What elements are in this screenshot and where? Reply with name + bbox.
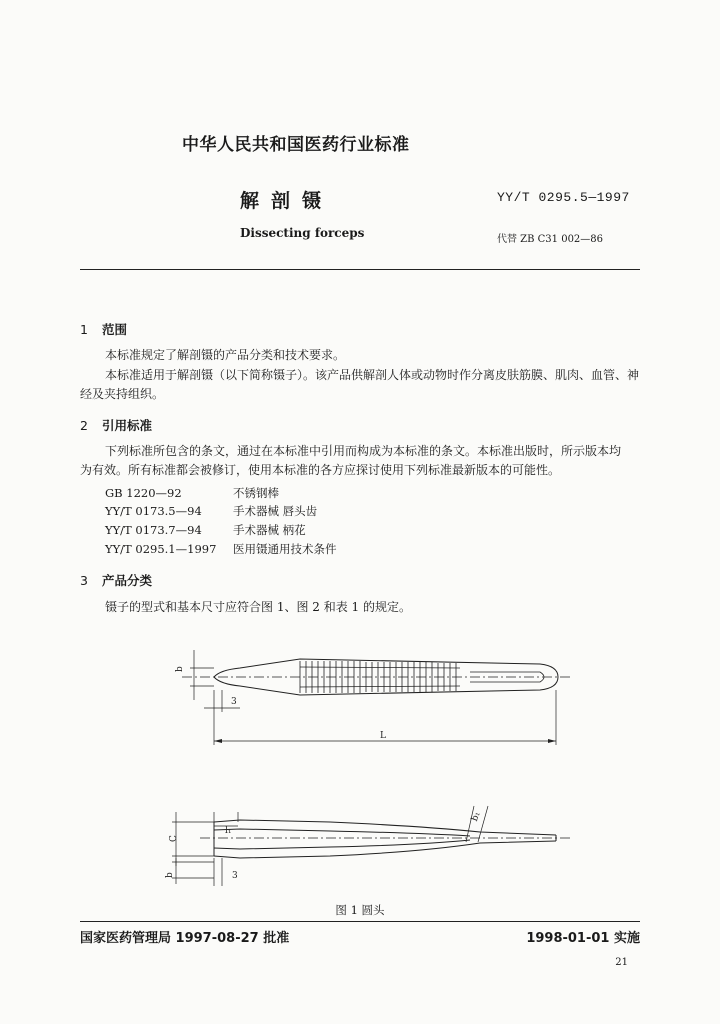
dim-label-b-top: b [175,666,185,672]
dim-label-b-bottom: b [165,872,175,878]
footer-rule [80,921,640,922]
reference-title: 不锈钢棒 [233,486,279,500]
dim-label-L: L [380,731,386,741]
document-title-cn: 解剖镊 [240,190,334,212]
section-title: 产品分类 [102,573,153,588]
replaces-standard: 代替 ZB C31 002—86 [497,234,604,245]
reference-title: 手术器械 唇头齿 [233,504,318,518]
section-2-para-2: 为有效。所有标准都会被修订，使用本标准的各方应探讨使用下列标准最新版本的可能性。 [80,463,561,477]
section-number: 3 [80,573,88,588]
section-1-para-2: 本标准适用于解剖镊（以下简称镊子）。该产品供解剖人体或动物时作分离皮肤筋膜、肌肉、血管、神 [105,368,640,382]
forceps-side-lower-inner [214,840,470,849]
reference-code: YY/T 0173.7—94 [105,523,202,537]
reference-code: YY/T 0173.5—94 [105,504,202,518]
dim-label-3-bottom: 3 [232,871,238,881]
dim-label-b1: b₁ [470,810,483,823]
dim-label-l1: l₁ [225,826,232,836]
forceps-side-upper-inner [214,829,470,836]
issuing-authority-heading: 中华人民共和国医药行业标准 [182,135,410,155]
dim-label-3-top: 3 [231,697,237,707]
reference-title: 医用镊通用技术条件 [233,542,337,556]
approval-date: 国家医药管理局 1997-08-27 批准 [80,931,290,946]
reference-code: GB 1220—92 [105,486,182,500]
section-number: 1 [80,322,88,337]
section-2-para-1: 下列标准所包含的条文，通过在本标准中引用而构成为本标准的条文。本标准出版时，所示版本均 [105,444,622,458]
section-title: 范围 [102,322,128,337]
reference-title: 手术器械 柄花 [233,523,306,537]
implementation-date: 1998-01-01 实施 [526,931,640,946]
dim-label-C: C [169,835,179,842]
figure-caption: 图 1 圆头 [335,903,385,917]
document-title-en: Dissecting forceps [240,226,365,240]
section-1-para-1: 本标准规定了解剖镊的产品分类和技术要求。 [105,348,346,362]
standard-number: YY/T 0295.5—1997 [497,190,630,205]
section-3-para-1: 镊子的型式和基本尺寸应符合图 1、图 2 和表 1 的规定。 [105,600,411,614]
section-number: 2 [80,418,88,433]
section-1-para-3: 经及夹持组织。 [80,387,165,401]
page-number: 21 [615,957,628,968]
reference-code: YY/T 0295.1—1997 [105,542,217,556]
forceps-side-lower-arm [214,841,556,858]
section-title: 引用标准 [102,418,153,433]
